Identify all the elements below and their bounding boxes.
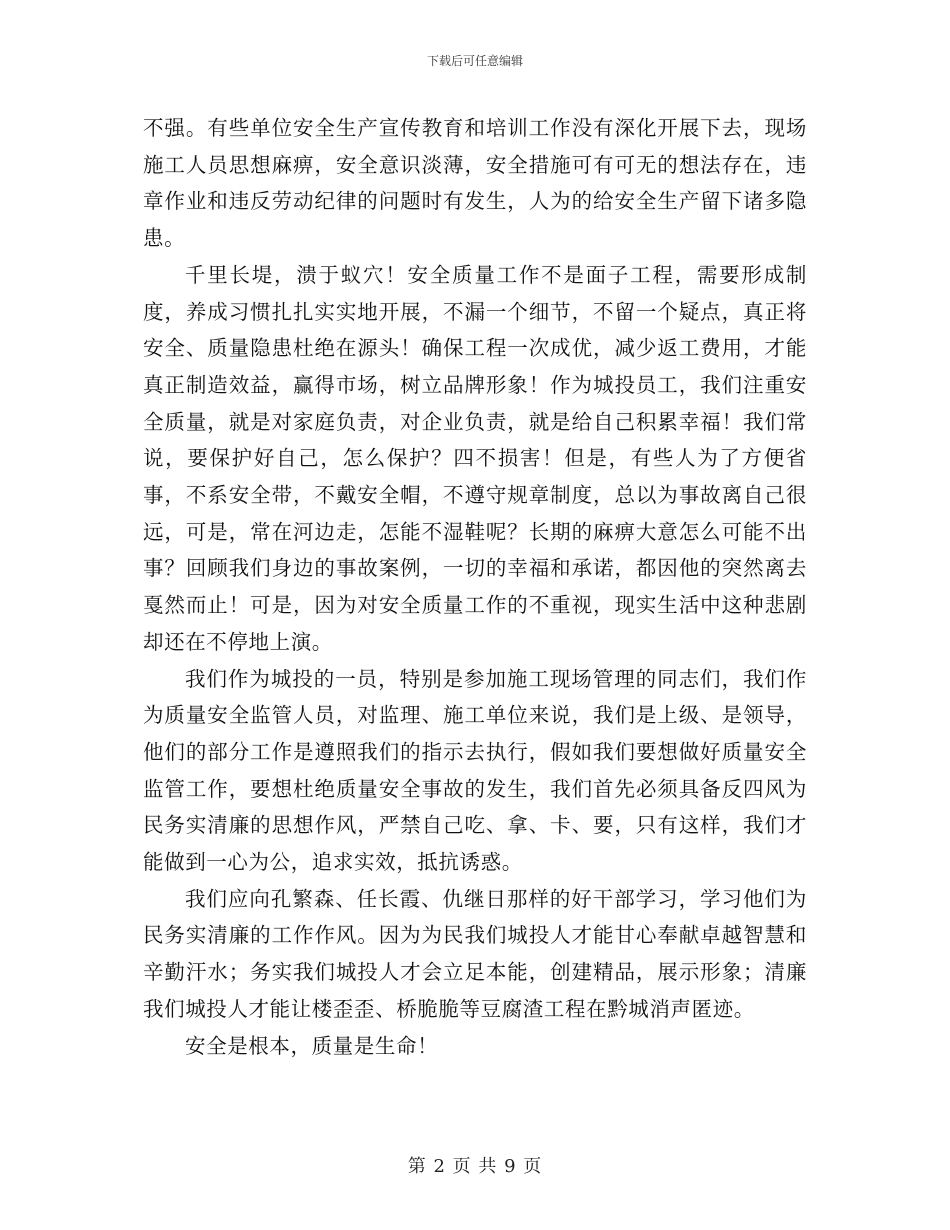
paragraph-safety-quality: 千里长堤，溃于蚁穴！安全质量工作不是面子工程，需要形成制度，养成习惯扎扎实实地开展，不漏一个细节，不留一个疑点，真正将安全、质量隐患杜绝在源头！确保工程一次成优，减少返工费用，才能真正制造效益，赢得市场，树立品牌形象！作为城投员工，我们注重安全质量，就是对家庭负责，对企业负责，就是给自己积累幸福！我们常说，要保护好自己，怎么保护？四不损害！但是，有些人为了方便省事，不系安全带，不戴安全帽，不遵守规章制度，总以为事故离自己很远，可是，常在河边走，怎能不湿鞋呢？长期的麻痹大意怎么可能不出事？回顾我们身边的事故案例，一切的幸福和承诺，都因他的突然离去戛然而止！可是，因为对安全质量工作的不重视，现实生活中这种悲剧却还在不停地上演。: [143, 262, 807, 654]
paragraph-closing-slogan: 安全是根本，质量是生命！: [185, 1033, 439, 1058]
paragraph-role-models: 我们应向孔繁森、任长霞、仇继日那样的好干部学习，学习他们为民务实清廉的工作作风。因为为民我们城投人才能甘心奉献卓越智慧和辛勤汗水；务实我们城投人才会立足本能，创建精品，展示形象；清廉我们城投人才能让楼歪歪、桥脆脆等豆腐渣工程在黔城消声匿迹。: [143, 886, 807, 1021]
paragraph-supervision: 我们作为城投的一员，特别是参加施工现场管理的同志们，我们作为质量安全监管人员，对监理、施工单位来说，我们是上级、是领导，他们的部分工作是遵照我们的指示去执行，假如我们要想做好质量安全监管工作，要想杜绝质量安全事故的发生，我们首先必须具备反四风为民务实清廉的思想作风，严禁自己吃、拿、卡、要，只有这样，我们才能做到一心为公，追求实效，抵抗诱惑。: [143, 666, 807, 875]
paragraph-continuation: 不强。有些单位安全生产宣传教育和培训工作没有深化开展下去，现场施工人员思想麻痹，安全意识淡薄，安全措施可有可无的想法存在，违章作业和违反劳动纪律的问题时有发生，人为的给安全生产留下诸多隐患。: [143, 116, 807, 251]
page-number: 第 2 页 共 9 页: [407, 1156, 543, 1177]
page-header-note: 下载后可任意编辑: [426, 54, 523, 68]
document-body: [143, 110, 807, 1064]
